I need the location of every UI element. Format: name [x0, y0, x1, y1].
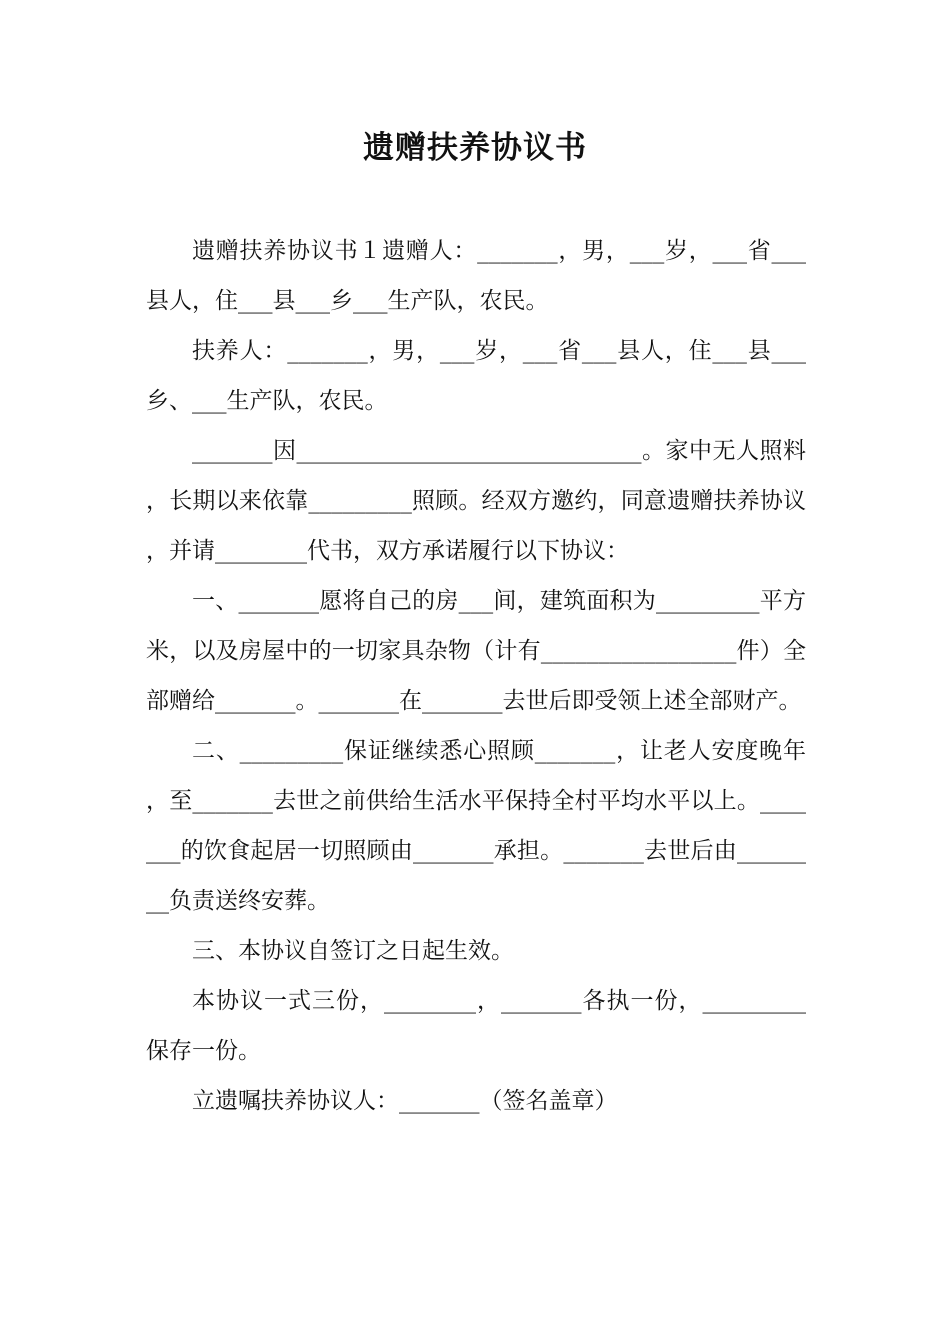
paragraph-background: _______因______________________________。家中无人照料，长期以来依靠_________照顾。经双方邀约，同意遗赠扶养协议，并请________代书，双方承诺履行以下协议： — [146, 438, 806, 564]
paragraph-signature: 立遗嘱扶养协议人：_______（签名盖章） — [192, 1088, 618, 1114]
paragraph-clause-three: 三、本协议自签订之日起生效。 — [192, 938, 514, 964]
document-title: 遗赠扶养协议书 — [363, 130, 587, 166]
paragraph-bequeather: 遗赠扶养协议书１遗赠人：_______，男，___岁，___省___县人，住___县___乡___生产队，农民。 — [146, 238, 806, 314]
paragraph-clause-two: 二、_________保证继续悉心照顾_______，让老人安度晚年，至_______去世之前供给生活水平保持全村平均水平以上。_______的饮食起居一切照顾由_______承担。_______去世后由________负责送终安葬。 — [146, 738, 806, 914]
paragraph-supporter: 扶养人：_______，男，___岁，___省___县人，住___县___乡、___生产队，农民。 — [146, 338, 806, 414]
document-body — [146, 226, 806, 1126]
paragraph-copies: 本协议一式三份，________，_______各执一份，_________保存一份。 — [146, 988, 806, 1064]
paragraph-clause-one: 一、_______愿将自己的房___间，建筑面积为_________平方米，以及房屋中的一切家具杂物（计有_________________件）全部赠给_______。_______在_______去世后即受领上述全部财产。 — [146, 588, 806, 714]
